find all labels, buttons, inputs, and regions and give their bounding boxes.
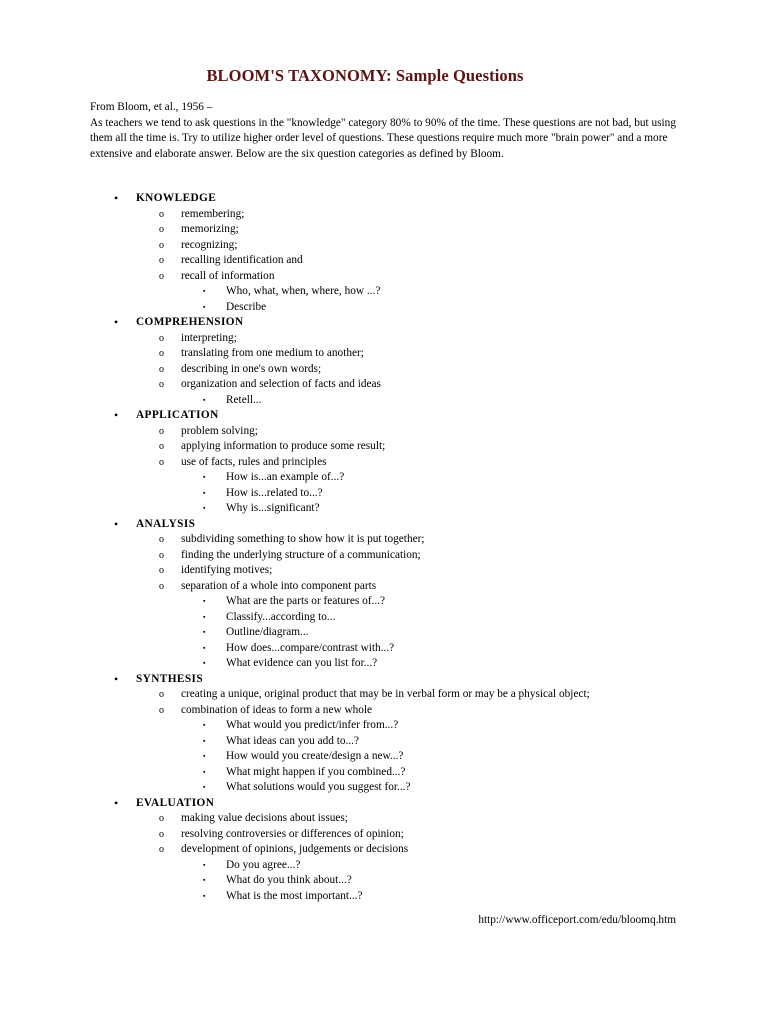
sample-question-text: What is the most important...? [226,889,363,902]
sample-question-text: Do you agree...? [226,858,301,871]
sample-question-text: Outline/diagram... [226,626,309,638]
category-item-text: translating from one medium to another; [181,347,364,359]
category-item-text: recall of information [181,269,275,282]
bullet-icon: o [159,255,164,266]
category-item [0,703,768,719]
category-list [0,191,768,904]
bullet-icon: • [114,408,119,422]
bullet-icon: • [114,671,119,686]
category-heading-text: SYNTHESIS [136,672,204,685]
bullet-icon: o [159,456,164,468]
category-item-text: remembering; [181,207,245,220]
bullet-icon: o [159,208,164,220]
category-item-text: use of facts, rules and principles [181,455,327,468]
bullet-icon: ▪ [203,287,206,295]
bullet-icon: o [159,348,164,359]
bullet-icon: o [159,580,164,592]
bullet-icon: ▪ [203,659,206,667]
bullet-icon: ▪ [203,612,206,621]
category-item [0,687,768,703]
bullet-icon: o [159,441,164,452]
category-item-text: finding the underlying structure of a communication; [181,548,421,561]
bullet-icon: o [159,813,164,824]
category-comprehension [0,315,768,408]
sample-question [0,625,768,641]
bullet-icon: ▪ [203,597,206,605]
category-item-text: combination of ideas to form a new whole [181,703,373,716]
sample-question [0,393,768,409]
category-item-text: recognizing; [181,238,238,251]
bullet-icon: ▪ [203,643,206,652]
category-item [0,548,768,564]
category-knowledge [0,191,768,315]
sample-question [0,641,768,657]
bullet-icon: ▪ [203,473,206,481]
category-application [0,408,768,517]
bullet-icon: • [114,516,119,531]
bullet-icon: ▪ [203,752,206,760]
bullet-icon: o [159,565,164,576]
sample-question-text: What evidence can you list for...? [226,657,378,669]
bullet-icon: o [159,704,164,716]
sample-question-text: What are the parts or features of...? [226,595,386,607]
sample-question [0,501,768,517]
sample-question [0,765,768,781]
bullet-icon: ▪ [203,783,206,791]
category-item [0,362,768,378]
bullet-icon: ▪ [203,721,206,729]
category-evaluation [0,796,768,905]
category-item [0,455,768,471]
bullet-icon: o [159,844,164,855]
category-heading-text: EVALUATION [136,796,215,809]
sample-question [0,873,768,889]
sample-question-text: Who, what, when, where, how ...? [226,285,381,297]
category-item-text: identifying motives; [181,564,273,576]
sample-question-text: What ideas can you add to...? [226,734,360,747]
category-item [0,269,768,285]
category-heading [0,517,768,533]
category-item-text: making value decisions about issues; [181,812,348,824]
bullet-icon: o [159,332,164,344]
category-heading [0,796,768,812]
category-item [0,331,768,347]
page-title: BLOOM'S TAXONOMY: Sample Questions [206,66,524,85]
category-item [0,377,768,393]
bullet-icon: ▪ [203,628,206,636]
category-item-text: subdividing something to show how it is put together; [181,533,425,545]
sample-question-text: What would you predict/infer from...? [226,719,399,731]
category-item-text: resolving controversies or differences of opinion; [181,827,404,840]
sample-question [0,300,768,316]
category-heading [0,315,768,331]
category-item [0,811,768,827]
bullet-icon: o [159,534,164,545]
category-item-text: applying information to produce some result; [181,440,386,452]
sample-question [0,486,768,502]
sample-question-text: How is...related to...? [226,486,323,499]
sample-question-text: What solutions would you suggest for...? [226,781,411,793]
category-item-text: recalling identification and [181,254,303,266]
category-item [0,439,768,455]
sample-question [0,780,768,796]
category-item [0,207,768,223]
bullet-icon: o [159,425,164,437]
category-heading-text: APPLICATION [136,409,219,421]
sample-question-text: How would you create/design a new...? [226,750,404,762]
bullet-icon: o [159,689,164,700]
intro-paragraph: As teachers we tend to ask questions in the "knowledge" category 80% to 90% of the time. These questions are not bad, but using them all the time is. Try to utilize higher order level of questions. These questions require much more "brain power" and a more extensive and elaborate answer. Below are the six question categories as defined by Bloom. [90,116,676,160]
bullet-icon: ▪ [203,488,206,497]
category-item [0,238,768,254]
category-item [0,532,768,548]
sample-question-text: What might happen if you combined...? [226,765,406,778]
category-item-text: describing in one's own words; [181,362,322,375]
bullet-icon: ▪ [203,891,206,900]
intro-attribution: From Bloom, et al., 1956 – [90,101,213,113]
sample-question-text: Why is...significant? [226,502,320,514]
category-item-text: development of opinions, judgements or decisions [181,843,409,855]
bullet-icon: ▪ [203,395,206,404]
category-synthesis [0,672,768,796]
category-item [0,842,768,858]
bullet-icon: • [114,191,119,205]
bullet-icon: o [159,828,164,840]
category-item [0,579,768,595]
category-item-text: interpreting; [181,331,237,344]
category-analysis [0,517,768,672]
sample-question [0,656,768,672]
sample-question-text: What do you think about...? [226,874,352,886]
category-item-text: memorizing; [181,223,239,235]
category-heading [0,672,768,688]
bullet-icon: o [159,379,164,390]
bullet-icon: ▪ [203,767,206,776]
sample-question [0,284,768,300]
category-heading-text: KNOWLEDGE [136,192,217,204]
sample-question [0,718,768,734]
source-url: http://www.officeport.com/edu/bloomq.htm [478,914,676,926]
category-heading-text: ANALYSIS [136,517,196,530]
category-item [0,222,768,238]
bullet-icon: o [159,363,164,375]
sample-question-text: Retell... [226,393,262,406]
sample-question [0,470,768,486]
category-item-text: organization and selection of facts and ideas [181,378,381,390]
category-item [0,563,768,579]
sample-question-text: How is...an example of...? [226,471,345,483]
intro-section [90,100,690,162]
category-heading [0,191,768,207]
sample-question [0,889,768,905]
category-item-text: creating a unique, original product that may be in verbal form or may be a physical object; [181,688,590,700]
bullet-icon: ▪ [203,876,206,884]
sample-question-text: Classify...according to... [226,610,336,623]
sample-question [0,858,768,874]
category-item [0,253,768,269]
sample-question [0,610,768,626]
bullet-icon: ▪ [203,736,206,745]
category-heading [0,408,768,424]
bullet-icon: • [114,795,119,810]
category-item [0,346,768,362]
sample-question [0,749,768,765]
category-item [0,827,768,843]
category-item [0,424,768,440]
bullet-icon: o [159,270,164,282]
category-heading-text: COMPREHENSION [136,316,244,328]
category-item-text: problem solving; [181,424,258,437]
bullet-icon: o [159,549,164,561]
sample-question [0,594,768,610]
bullet-icon: o [159,224,164,235]
bullet-icon: ▪ [203,504,206,512]
bullet-icon: o [159,239,164,251]
bullet-icon: ▪ [203,302,206,311]
category-item-text: separation of a whole into component parts [181,579,377,592]
sample-question-text: Describe [226,300,267,313]
bullet-icon: • [114,315,119,329]
sample-question-text: How does...compare/contrast with...? [226,641,395,654]
sample-question [0,734,768,750]
bullet-icon: ▪ [203,860,206,869]
